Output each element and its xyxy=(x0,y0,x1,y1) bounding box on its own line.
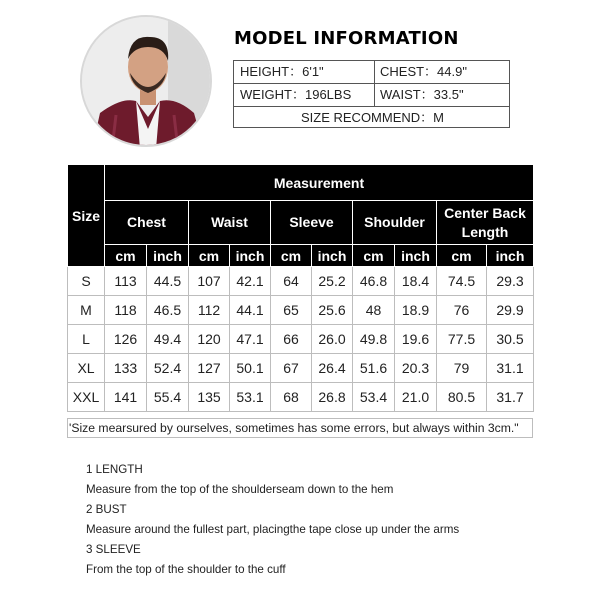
size-cell: M xyxy=(68,296,105,325)
model-info-box xyxy=(233,60,510,128)
shoulder-header: Shoulder xyxy=(353,201,437,245)
unit-header: cm xyxy=(353,245,395,267)
table-cell: 29.9 xyxy=(487,296,534,325)
table-cell: 77.5 xyxy=(437,325,487,354)
center-back-line-1: Center Back xyxy=(444,204,526,221)
table-cell: 31.7 xyxy=(487,383,534,412)
divider xyxy=(234,83,509,84)
table-cell: 44.5 xyxy=(147,267,189,296)
guide-text-sleeve: From the top of the shoulder to the cuff xyxy=(86,563,286,576)
table-cell: 120 xyxy=(189,325,230,354)
table-cell: 68 xyxy=(271,383,312,412)
center-back-line-2: Length xyxy=(461,223,509,240)
size-header: Size xyxy=(68,165,105,267)
size-cell: XL xyxy=(68,354,105,383)
table-cell: 51.6 xyxy=(353,354,395,383)
table-cell: 107 xyxy=(189,267,230,296)
unit-header: inch xyxy=(230,245,271,267)
table-cell: 50.1 xyxy=(230,354,271,383)
table-cell: 74.5 xyxy=(437,267,487,296)
model-chest: CHEST：44.9" xyxy=(380,64,467,79)
table-cell: 64 xyxy=(271,267,312,296)
divider xyxy=(374,61,375,106)
table-cell: 46.5 xyxy=(147,296,189,325)
table-cell: 18.9 xyxy=(395,296,437,325)
table-row xyxy=(68,267,534,296)
table-row xyxy=(68,354,534,383)
unit-header: cm xyxy=(189,245,230,267)
guide-text-length: Measure from the top of the shoulderseam down to the hem xyxy=(86,483,394,496)
table-cell: 141 xyxy=(105,383,147,412)
table-cell: 25.6 xyxy=(312,296,353,325)
measurement-header: Measurement xyxy=(105,165,534,201)
table-cell: 42.1 xyxy=(230,267,271,296)
table-cell: 31.1 xyxy=(487,354,534,383)
table-row xyxy=(68,325,534,354)
table-cell: 47.1 xyxy=(230,325,271,354)
table-cell: 46.8 xyxy=(353,267,395,296)
table-cell: 135 xyxy=(189,383,230,412)
table-cell: 65 xyxy=(271,296,312,325)
size-cell: XXL xyxy=(68,383,105,412)
sleeve-header: Sleeve xyxy=(271,201,353,245)
table-cell: 66 xyxy=(271,325,312,354)
table-cell: 44.1 xyxy=(230,296,271,325)
model-photo xyxy=(80,15,212,147)
unit-header: cm xyxy=(105,245,147,267)
unit-header: inch xyxy=(147,245,189,267)
table-cell: 20.3 xyxy=(395,354,437,383)
size-cell: L xyxy=(68,325,105,354)
table-cell: 26.8 xyxy=(312,383,353,412)
table-cell: 118 xyxy=(105,296,147,325)
table-cell: 112 xyxy=(189,296,230,325)
guide-heading-bust: 2 BUST xyxy=(86,503,127,516)
chest-header: Chest xyxy=(105,201,189,245)
table-cell: 67 xyxy=(271,354,312,383)
unit-header: inch xyxy=(312,245,353,267)
table-cell: 26.4 xyxy=(312,354,353,383)
table-cell: 18.4 xyxy=(395,267,437,296)
table-cell: 25.2 xyxy=(312,267,353,296)
guide-heading-length: 1 LENGTH xyxy=(86,463,143,476)
guide-heading-sleeve: 3 SLEEVE xyxy=(86,543,141,556)
unit-header: cm xyxy=(437,245,487,267)
model-height: HEIGHT：6'1" xyxy=(240,64,324,79)
table-cell: 113 xyxy=(105,267,147,296)
divider xyxy=(234,106,509,107)
unit-header: inch xyxy=(395,245,437,267)
table-cell: 133 xyxy=(105,354,147,383)
table-cell: 26.0 xyxy=(312,325,353,354)
table-cell: 53.4 xyxy=(353,383,395,412)
table-cell: 52.4 xyxy=(147,354,189,383)
table-cell: 29.3 xyxy=(487,267,534,296)
guide-text-bust: Measure around the fullest part, placingthe tape close up under the arms xyxy=(86,523,460,536)
table-cell: 127 xyxy=(189,354,230,383)
table-cell: 48 xyxy=(353,296,395,325)
model-portrait-image xyxy=(82,17,212,147)
unit-header: inch xyxy=(487,245,534,267)
waist-header: Waist xyxy=(189,201,271,245)
model-weight: WEIGHT：196LBS xyxy=(240,87,352,102)
model-information-title: MODEL INFORMATION xyxy=(234,28,459,49)
measuring-guide xyxy=(86,462,546,582)
unit-header: cm xyxy=(271,245,312,267)
table-cell: 55.4 xyxy=(147,383,189,412)
table-cell: 21.0 xyxy=(395,383,437,412)
table-cell: 80.5 xyxy=(437,383,487,412)
table-cell: 53.1 xyxy=(230,383,271,412)
table-cell: 30.5 xyxy=(487,325,534,354)
table-row xyxy=(68,296,534,325)
size-chart-table xyxy=(67,164,534,412)
table-cell: 49.8 xyxy=(353,325,395,354)
table-cell: 126 xyxy=(105,325,147,354)
size-note: 'Size mearsured by ourselves, sometimes has some errors, but always within 3cm." xyxy=(67,418,533,438)
center-back-length-header xyxy=(437,201,534,245)
table-row xyxy=(68,383,534,412)
model-size-recommend: SIZE RECOMMEND：M xyxy=(300,110,444,125)
model-waist: WAIST：33.5" xyxy=(380,87,464,102)
table-cell: 76 xyxy=(437,296,487,325)
table-cell: 79 xyxy=(437,354,487,383)
table-cell: 49.4 xyxy=(147,325,189,354)
table-cell: 19.6 xyxy=(395,325,437,354)
size-cell: S xyxy=(68,267,105,296)
